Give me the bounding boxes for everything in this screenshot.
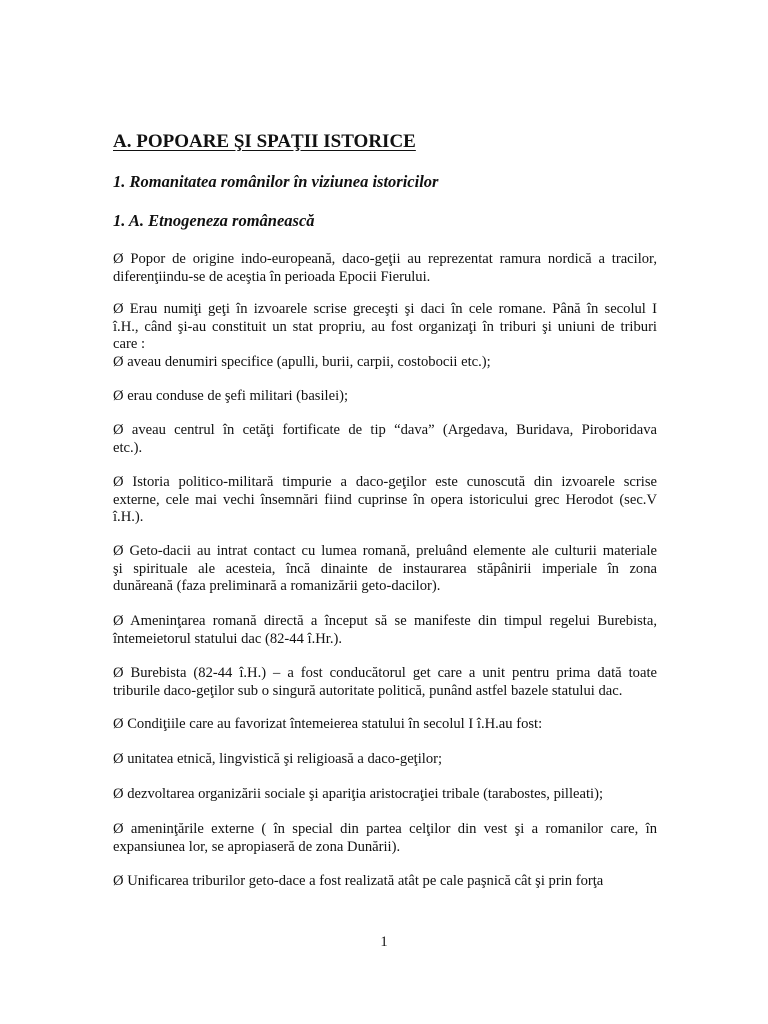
text-line: întemeietorul statului dac (82-44 î.Hr.). (113, 630, 342, 647)
paragraph-8 (113, 665, 657, 700)
paragraph-12 (113, 821, 657, 856)
text-line: Ø Istoria politico-militară timpurie a daco-geţilor este cunoscută din izvoarele scrise (113, 474, 657, 490)
page-number: 1 (380, 934, 388, 950)
text-line: Ø aveau denumiri specifice (apulli, burii, carpii, costobocii etc.); (113, 353, 491, 370)
paragraph-13 (113, 873, 657, 891)
text-line: care : (113, 336, 145, 352)
text-line: externe, cele mai vechi însemnări fiind cuprinse în opera istoricului grec Herodot (sec.V (113, 491, 657, 508)
text-line: Ø Burebista (82-44 î.H.) – a fost conducătorul get care a unit pentru prima dată toate (113, 665, 657, 681)
paragraph-10 (113, 751, 657, 769)
paragraph-9 (113, 716, 657, 734)
text-line: Ø aveau centrul în cetăţi fortificate de tip “dava” (Argedava, Buridava, Piroboridava (113, 422, 657, 438)
text-line: Ø Unificarea triburilor geto-dace a fost realizată atât pe cale paşnică cât şi prin forţa (113, 873, 604, 889)
paragraph-6 (113, 543, 657, 596)
text-line: Ø Erau numiţi geţi în izvoarele scrise greceşti şi daci în cele romane. Până în secolul I (113, 301, 657, 317)
text-line: Ø Popor de origine indo-europeană, daco-geţii au reprezentat ramura nordică a tracilor, (113, 251, 657, 267)
paragraph-11 (113, 786, 657, 804)
text-line: Ø Ameninţarea romană directă a început să se manifeste din timpul regelui Burebista, (113, 613, 657, 629)
text-line: Ø Geto-dacii au intrat contact cu lumea romană, preluând elemente ale culturii materiale (113, 543, 657, 559)
text-line: expansiunea lor, se apropiaseră de zona Dunării). (113, 838, 401, 855)
text-line: etc.). (113, 439, 143, 456)
text-line: şi spirituale ale acesteia, încă dinainte de instaurarea stăpânirii imperiale în zona (113, 560, 657, 577)
text-line: dunăreană (faza preliminară a romanizării geto-dacilor). (113, 578, 441, 594)
text-line: Ø Condiţiile care au favorizat întemeierea statului în secolul I î.H.au fost: (113, 716, 543, 732)
text-line: triburile daco-geţilor sub o singură autoritate politică, punând astfel bazele statului dac. (113, 682, 623, 699)
paragraph-2 (113, 301, 657, 371)
text-line: î.H.). (113, 509, 144, 525)
text-line: Ø dezvoltarea organizării sociale şi apariţia aristocraţiei tribale (tarabostes, pilleati); (113, 786, 604, 802)
paragraph-1 (113, 251, 657, 286)
section-heading: 1. Romanitatea românilor în viziunea istoricilor (113, 172, 439, 191)
paragraph-3 (113, 388, 657, 406)
text-line: diferenţiindu-se de aceştia în perioada Epocii Fierului. (113, 268, 431, 285)
main-heading: A. POPOARE ŞI SPAŢII ISTORICE (113, 131, 416, 152)
paragraph-5 (113, 474, 657, 527)
text-line: Ø erau conduse de şefi militari (basilei); (113, 388, 349, 404)
text-line: Ø unitatea etnică, lingvistică şi religioasă a daco-geţilor; (113, 751, 443, 767)
text-line: î.H., când şi-au constituit un stat propriu, au fost organizaţi în triburi şi uniuni de triburi (113, 318, 657, 335)
text-line: Ø ameninţările externe ( în special din partea celţilor din vest şi a romanilor care, în (113, 821, 657, 837)
paragraph-7 (113, 613, 657, 648)
subsection-heading: 1. A. Etnogeneza românească (113, 211, 315, 230)
paragraph-4 (113, 422, 657, 457)
